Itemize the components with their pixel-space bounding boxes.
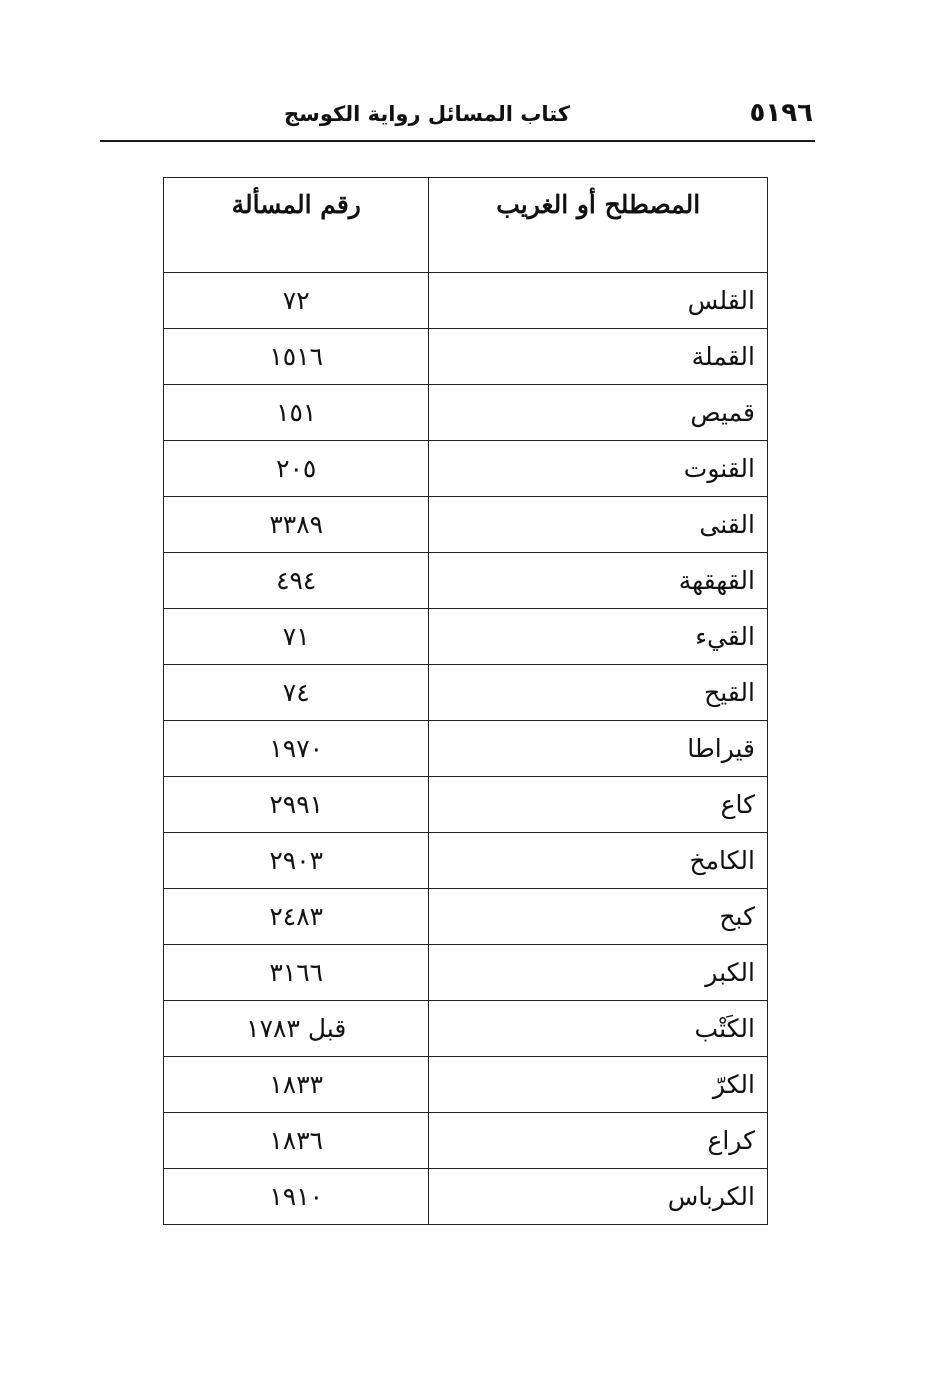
table-row — [164, 1169, 768, 1225]
term-cell: قميص — [429, 385, 768, 441]
term-cell: الكبر — [429, 945, 768, 1001]
number-cell: ٧١ — [164, 609, 429, 665]
term-cell: القهقهة — [429, 553, 768, 609]
number-cell: ٣٣٨٩ — [164, 497, 429, 553]
term-cell: القنى — [429, 497, 768, 553]
table-row — [164, 889, 768, 945]
term-cell: كاع — [429, 777, 768, 833]
term-cell: القيء — [429, 609, 768, 665]
table-row — [164, 945, 768, 1001]
index-table — [163, 177, 768, 1225]
table-row — [164, 553, 768, 609]
number-cell: ١٩١٠ — [164, 1169, 429, 1225]
number-cell: ١٩٧٠ — [164, 721, 429, 777]
table-row — [164, 665, 768, 721]
number-cell: ١٥١٦ — [164, 329, 429, 385]
table-row — [164, 609, 768, 665]
page-header — [100, 96, 815, 142]
table-row — [164, 497, 768, 553]
table-row — [164, 441, 768, 497]
page-number: ٥١٩٦ — [749, 98, 813, 128]
header-term: المصطلح أو الغريب — [429, 178, 768, 273]
number-cell: ٢٤٨٣ — [164, 889, 429, 945]
number-cell: ١٥١ — [164, 385, 429, 441]
term-cell: كراع — [429, 1113, 768, 1169]
table-row — [164, 329, 768, 385]
running-title: كتاب المسائل رواية الكوسج — [284, 102, 570, 126]
number-cell: ٣١٦٦ — [164, 945, 429, 1001]
header-number: رقم المسألة — [164, 178, 429, 273]
table-row — [164, 1113, 768, 1169]
term-cell: القنوت — [429, 441, 768, 497]
term-cell: الكامخ — [429, 833, 768, 889]
number-cell: ٧٢ — [164, 273, 429, 329]
number-cell: قبل ١٧٨٣ — [164, 1001, 429, 1057]
term-cell: القملة — [429, 329, 768, 385]
table-row — [164, 777, 768, 833]
term-cell: الكرّ — [429, 1057, 768, 1113]
table-row — [164, 1057, 768, 1113]
number-cell: ٢٩٠٣ — [164, 833, 429, 889]
number-cell: ١٨٣٦ — [164, 1113, 429, 1169]
term-cell: قيراطا — [429, 721, 768, 777]
number-cell: ١٨٣٣ — [164, 1057, 429, 1113]
table-row — [164, 833, 768, 889]
number-cell: ٢٠٥ — [164, 441, 429, 497]
table-header-row — [164, 178, 768, 273]
number-cell: ٢٩٩١ — [164, 777, 429, 833]
number-cell: ٧٤ — [164, 665, 429, 721]
number-cell: ٤٩٤ — [164, 553, 429, 609]
table-row — [164, 273, 768, 329]
term-cell: الكَتْب — [429, 1001, 768, 1057]
table-row — [164, 1001, 768, 1057]
table-row — [164, 385, 768, 441]
term-cell: كبح — [429, 889, 768, 945]
term-cell: القلس — [429, 273, 768, 329]
table-row — [164, 721, 768, 777]
term-cell: الكرباس — [429, 1169, 768, 1225]
term-cell: القيح — [429, 665, 768, 721]
